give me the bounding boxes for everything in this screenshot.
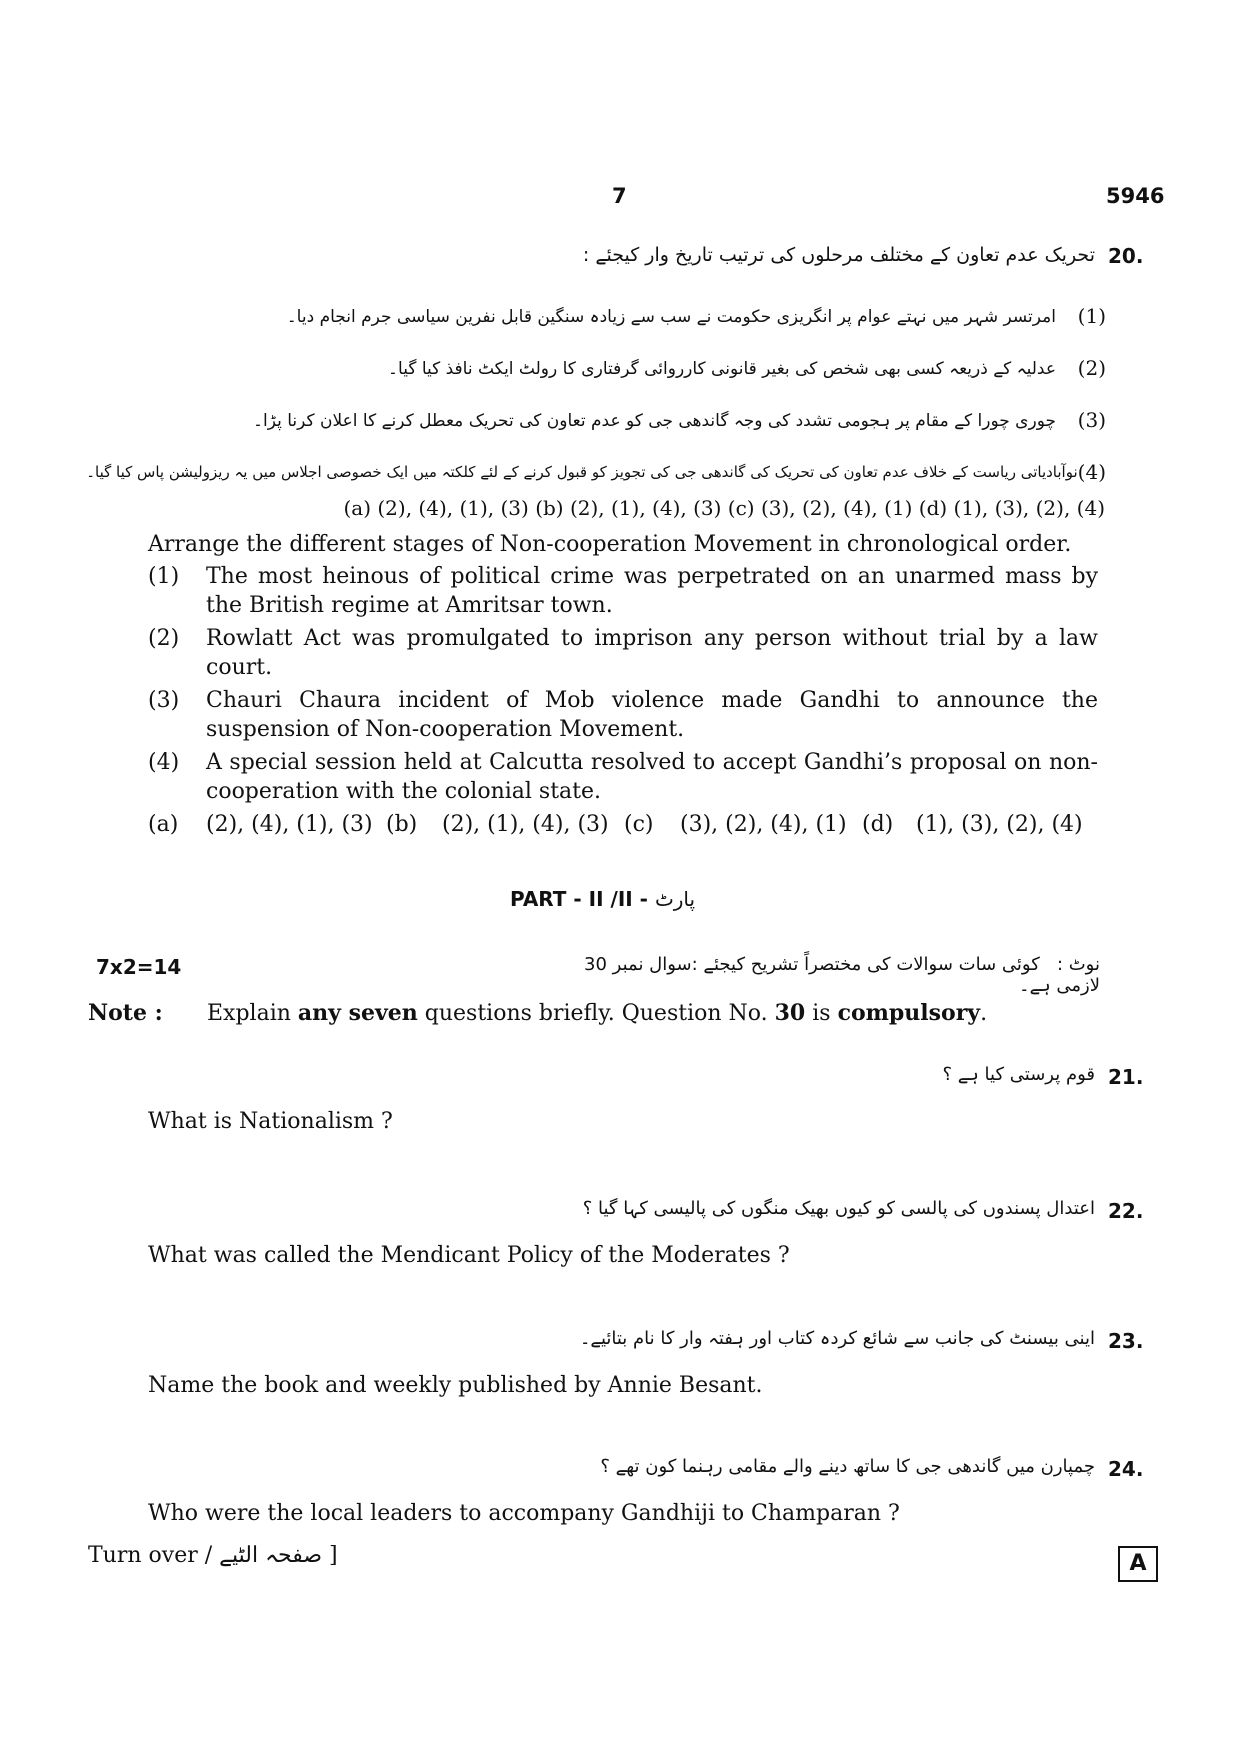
note-text: Explain any seven questions briefly. Question No. 30 is compulsory.: [207, 1000, 988, 1026]
q20-urdu-items: [86, 290, 1106, 498]
q22-english: What was called the Mendicant Policy of the Moderates ?: [148, 1243, 790, 1268]
question-number-23: 23.: [1108, 1329, 1144, 1353]
question-number-20: 20.: [1108, 244, 1144, 268]
set-badge: A: [1118, 1546, 1158, 1582]
q20-en-item: (4) A special session held at Calcutta resolved to accept Gandhi’s proposal on non-cooperation with the colonial state.: [148, 750, 1098, 804]
question-number-21: 21.: [1108, 1065, 1144, 1089]
question-number-22: 22.: [1108, 1199, 1144, 1223]
q20-english: [148, 530, 1098, 839]
q20-en-item: (2) Rowlatt Act was promulgated to imprison any person without trial by a law court.: [148, 626, 1098, 680]
q20-en-stem: Arrange the different stages of Non-cooperation Movement in chronological order.: [148, 532, 1072, 557]
q20-urdu-item: (1) امرتسر شہر میں نہتے عوام پر انگریزی حکومت نے سب سے زیادہ سنگین قابل نفرین سیاسی جرم انجام دیا۔: [286, 304, 1106, 328]
q20-urdu-item: (2) عدلیہ کے ذریعہ کسی بھی شخص کی بغیر قانونی کارروائی گرفتاری کا رولٹ ایکٹ نافذ کیا گیا۔: [388, 356, 1106, 380]
q20-en-item: (1) The most heinous of political crime was perpetrated on an unarmed mass by the British regime at Amritsar town.: [148, 564, 1098, 618]
q21-urdu: قوم پرستی کیا ہے ؟: [942, 1064, 1095, 1085]
q20-urdu-stem: تحریک عدم تعاون کے مختلف مرحلوں کی ترتیب تاریخ وار کیجئے :: [582, 244, 1095, 266]
q20-urdu-item: (3) چوری چورا کے مقام پر ہجومی تشدد کی وجہ گاندھی جی کو عدم تعاون کی تحریک معطل کرنے کا اعلان کرنا پڑا۔: [253, 408, 1106, 432]
q21-english: What is Nationalism ?: [148, 1109, 393, 1134]
q20-urdu-item: (4) نوآبادیاتی ریاست کے خلاف عدم تعاون کی تحریک کی گاندھی جی کی تجویز کو قبول کرنے کے لئے کلکتہ میں ایک خصوصی اجلاس میں یہ ریزولیشن پاس کیا گیا۔: [86, 460, 1106, 484]
page-number: 7: [612, 184, 627, 208]
note-label: Note :: [88, 1000, 163, 1026]
q20-en-item: (3) Chauri Chaura incident of Mob violence made Gandhi to announce the suspension of Non-cooperation Movement.: [148, 688, 1098, 742]
q23-urdu: اینی بیسنٹ کی جانب سے شائع کردہ کتاب اور ہفتہ وار کا نام بتائیے۔: [579, 1328, 1095, 1349]
marks-label: 7x2=14: [96, 955, 182, 979]
part-heading: PART - II /II - پارٹ: [510, 887, 696, 911]
note-urdu: نوٹ : کوئی سات سوالات کی مختصراً تشریح کیجئے :سوال نمبر 30 لازمی ہے۔: [584, 954, 1100, 996]
paper-code: 5946: [1106, 184, 1165, 208]
q24-urdu: چمپارن میں گاندھی جی کا ساتھ دینے والے مقامی رہنما کون تھے ؟: [600, 1456, 1095, 1477]
turn-over-label: [ صفحہ الٹیے / Turn over: [88, 1543, 338, 1568]
q24-english: Who were the local leaders to accompany Gandhiji to Champaran ?: [148, 1501, 900, 1526]
q20-en-options: (a) (2), (4), (1), (3) (b) (2), (1), (4), (3) (c) (3), (2), (4), (1) (d) (1), (3), (2), (4): [148, 812, 1083, 837]
q22-urdu: اعتدال پسندوں کی پالسی کو کیوں بھیک منگوں کی پالیسی کہا گیا ؟: [582, 1198, 1095, 1219]
question-number-24: 24.: [1108, 1457, 1144, 1481]
q23-english: Name the book and weekly published by Annie Besant.: [148, 1373, 763, 1398]
q20-urdu-options: (a) (2), (4), (1), (3) (b) (2), (1), (4), (3) (c) (3), (2), (4), (1) (d) (1), (3), (2), (4): [343, 496, 1105, 520]
